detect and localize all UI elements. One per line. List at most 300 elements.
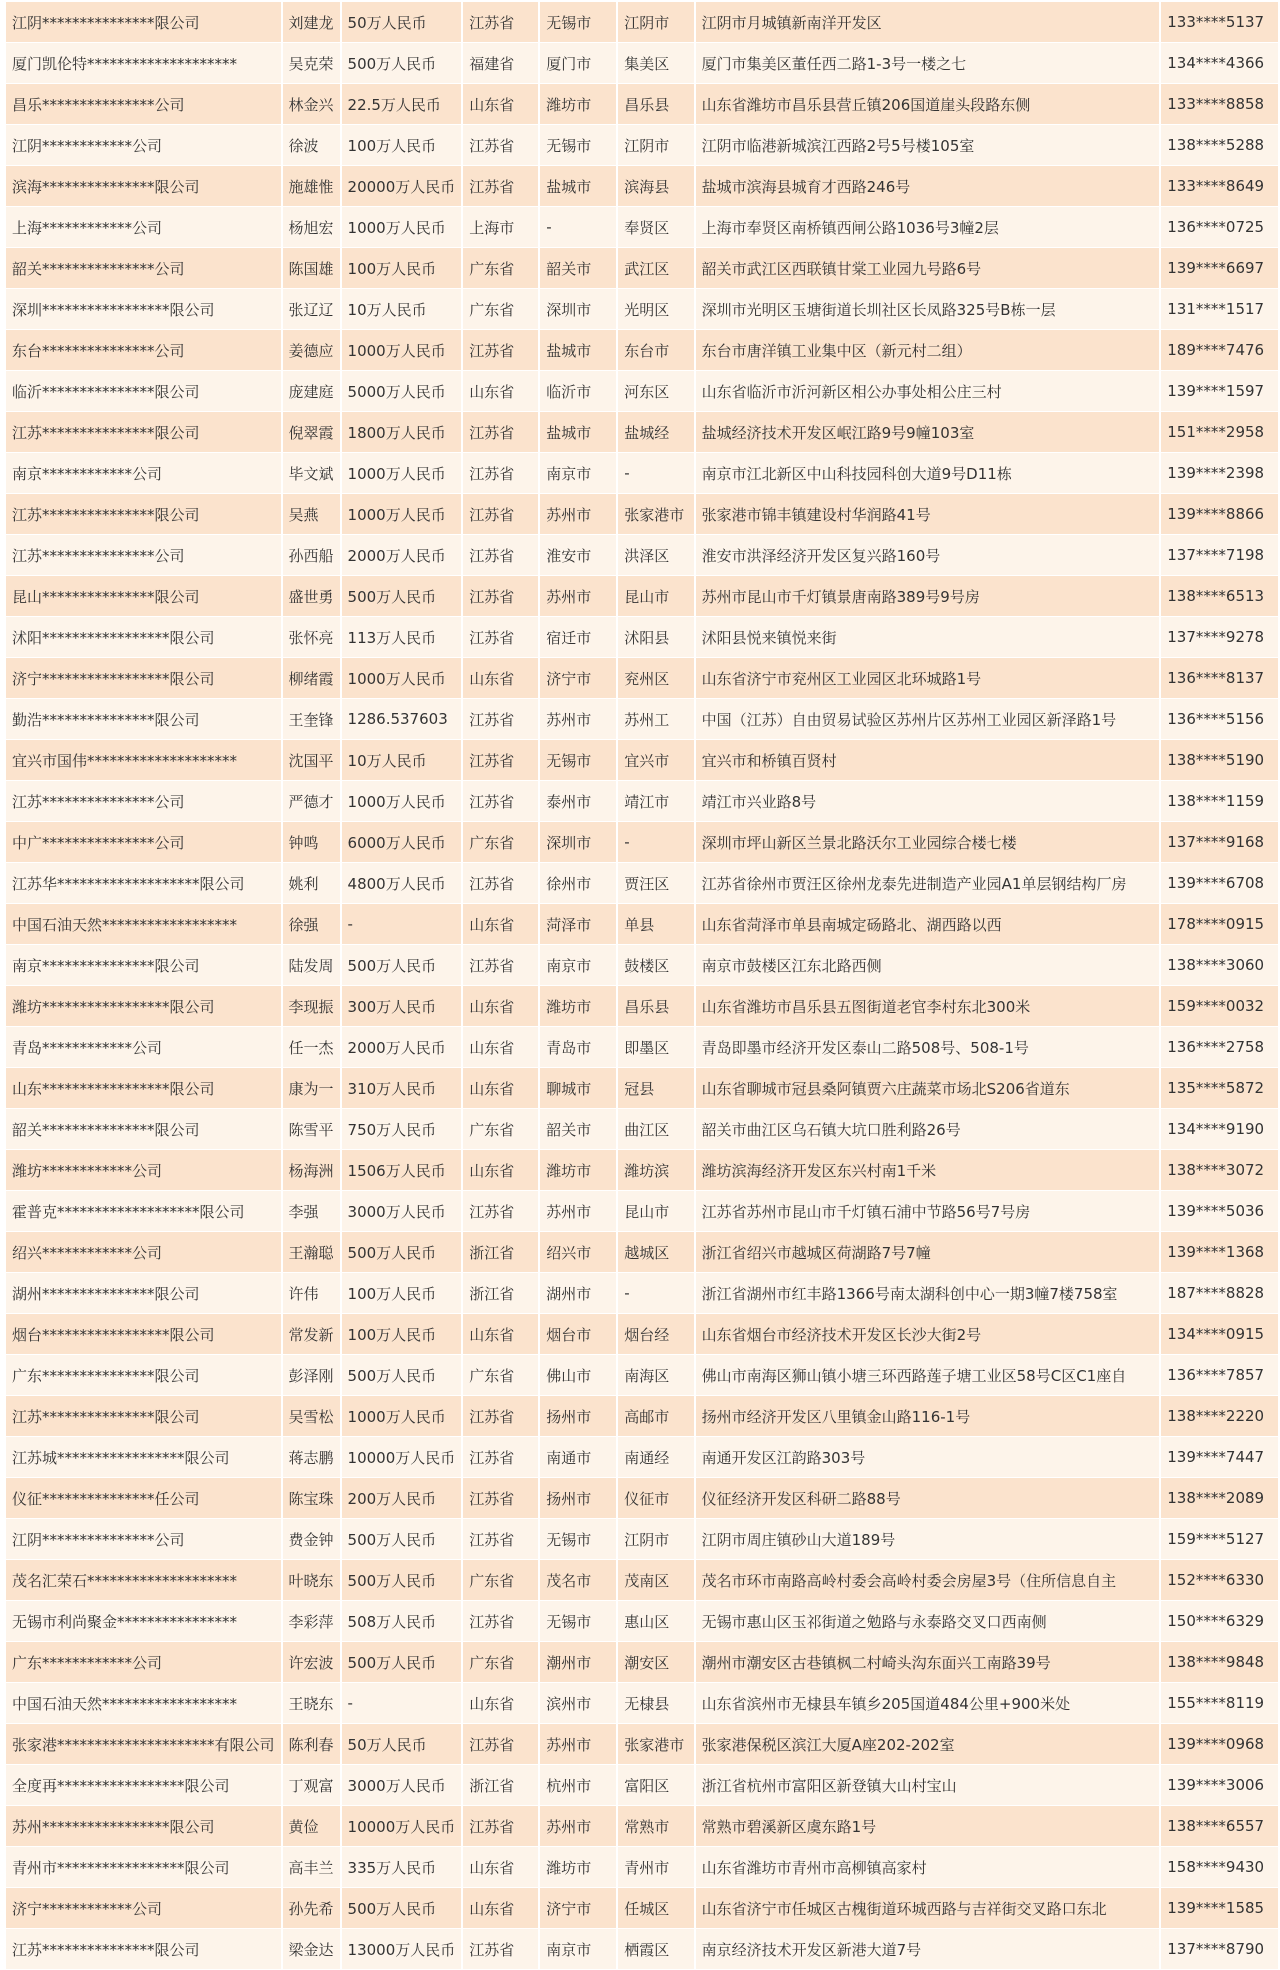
phone-cell: 136****8137 [1160,658,1279,699]
city-cell: - [539,207,617,248]
phone-cell: 134****4366 [1160,43,1279,84]
company-name-cell: 江苏***************限公司 [6,1929,282,1970]
table-row [6,1642,1279,1683]
table-row [6,494,1279,535]
legal-rep-cell: 高丰兰 [282,1847,341,1888]
address-cell: 山东省济宁市兖州区工业园区北环城路1号 [695,658,1161,699]
company-name-cell: 韶关***************公司 [6,248,282,289]
capital-cell: 1000万人民币 [341,781,463,822]
district-cell: 集美区 [617,43,694,84]
district-cell: 洪泽区 [617,535,694,576]
address-cell: 张家港市锦丰镇建设村华润路41号 [695,494,1161,535]
address-cell: 中国（江苏）自由贸易试验区苏州片区苏州工业园区新泽路1号 [695,699,1161,740]
address-cell: 山东省济宁市任城区古槐街道环城西路与吉祥街交叉路口东北 [695,1888,1161,1929]
table-row [6,986,1279,1027]
city-cell: 无锡市 [539,125,617,166]
capital-cell: 2000万人民币 [341,1027,463,1068]
address-cell: 江苏省苏州市昆山市千灯镇石浦中节路56号7号房 [695,1191,1161,1232]
capital-cell: 500万人民币 [341,1642,463,1683]
address-cell: 山东省潍坊市昌乐县营丘镇206国道崖头段路东侧 [695,84,1161,125]
legal-rep-cell: 吴燕 [282,494,341,535]
capital-cell: 1800万人民币 [341,412,463,453]
company-name-cell: 江苏城*****************限公司 [6,1437,282,1478]
province-cell: 江苏省 [462,412,539,453]
legal-rep-cell: 康为一 [282,1068,341,1109]
legal-rep-cell: 陈国雄 [282,248,341,289]
legal-rep-cell: 刘建龙 [282,2,341,43]
company-name-cell: 江阴***************限公司 [6,2,282,43]
legal-rep-cell: 常发新 [282,1314,341,1355]
legal-rep-cell: 任一杰 [282,1027,341,1068]
district-cell: 鼓楼区 [617,945,694,986]
phone-cell: 139****1597 [1160,371,1279,412]
table-row [6,1068,1279,1109]
table-row [6,1191,1279,1232]
phone-cell: 138****2089 [1160,1478,1279,1519]
capital-cell: 508万人民币 [341,1601,463,1642]
phone-cell: 138****3060 [1160,945,1279,986]
table-row [6,453,1279,494]
city-cell: 南通市 [539,1437,617,1478]
capital-cell: 1000万人民币 [341,494,463,535]
province-cell: 山东省 [462,1150,539,1191]
phone-cell: 137****7198 [1160,535,1279,576]
province-cell: 江苏省 [462,1191,539,1232]
table-row [6,1437,1279,1478]
company-name-cell: 茂名汇荣石******************** [6,1560,282,1601]
city-cell: 宿迁市 [539,617,617,658]
address-cell: 扬州市经济开发区八里镇金山路116-1号 [695,1396,1161,1437]
city-cell: 聊城市 [539,1068,617,1109]
capital-cell: 310万人民币 [341,1068,463,1109]
capital-cell: 500万人民币 [341,1355,463,1396]
district-cell: 南海区 [617,1355,694,1396]
table-row [6,289,1279,330]
phone-cell: 136****0725 [1160,207,1279,248]
capital-cell: 1000万人民币 [341,1396,463,1437]
city-cell: 南京市 [539,1929,617,1970]
district-cell: 惠山区 [617,1601,694,1642]
phone-cell: 139****0968 [1160,1724,1279,1765]
company-name-cell: 广东************公司 [6,1642,282,1683]
city-cell: 盐城市 [539,166,617,207]
province-cell: 广东省 [462,1642,539,1683]
capital-cell: 3000万人民币 [341,1765,463,1806]
address-cell: 仪征经济开发区科研二路88号 [695,1478,1161,1519]
district-cell: 江阴市 [617,1519,694,1560]
table-row [6,43,1279,84]
table-row [6,1683,1279,1724]
legal-rep-cell: 王奎锋 [282,699,341,740]
address-cell: 韶关市武江区西联镇甘棠工业园九号路6号 [695,248,1161,289]
table-row [6,1150,1279,1191]
city-cell: 临沂市 [539,371,617,412]
table-row [6,371,1279,412]
district-cell: 江阴市 [617,2,694,43]
capital-cell: 500万人民币 [341,1232,463,1273]
city-cell: 绍兴市 [539,1232,617,1273]
phone-cell: 139****7447 [1160,1437,1279,1478]
province-cell: 山东省 [462,1847,539,1888]
capital-cell: 500万人民币 [341,1888,463,1929]
table-row [6,412,1279,453]
province-cell: 山东省 [462,658,539,699]
province-cell: 江苏省 [462,781,539,822]
company-name-cell: 南京***************限公司 [6,945,282,986]
city-cell: 菏泽市 [539,904,617,945]
city-cell: 苏州市 [539,576,617,617]
address-cell: 盐城市滨海县城育才西路246号 [695,166,1161,207]
phone-cell: 150****6329 [1160,1601,1279,1642]
legal-rep-cell: 钟鸣 [282,822,341,863]
phone-cell: 159****5127 [1160,1519,1279,1560]
company-name-cell: 江苏华*******************限公司 [6,863,282,904]
district-cell: 昌乐县 [617,986,694,1027]
company-name-cell: 全度再*****************限公司 [6,1765,282,1806]
phone-cell: 134****9190 [1160,1109,1279,1150]
legal-rep-cell: 吴克荣 [282,43,341,84]
address-cell: 浙江省杭州市富阳区新登镇大山村宝山 [695,1765,1161,1806]
table-row [6,1396,1279,1437]
city-cell: 潍坊市 [539,1150,617,1191]
address-cell: 南京经济技术开发区新港大道7号 [695,1929,1161,1970]
district-cell: 冠县 [617,1068,694,1109]
legal-rep-cell: 沈国平 [282,740,341,781]
address-cell: 茂名市环市南路高岭村委会高岭村委会房屋3号（住所信息自主 [695,1560,1161,1601]
table-row [6,535,1279,576]
company-name-cell: 青岛************公司 [6,1027,282,1068]
company-name-cell: 江苏***************限公司 [6,412,282,453]
address-cell: 山东省菏泽市单县南城定砀路北、湖西路以西 [695,904,1161,945]
district-cell: - [617,1273,694,1314]
district-cell: 沭阳县 [617,617,694,658]
legal-rep-cell: 陈利春 [282,1724,341,1765]
company-name-cell: 中国石油天然****************** [6,904,282,945]
phone-cell: 136****2758 [1160,1027,1279,1068]
city-cell: 无锡市 [539,2,617,43]
table-row [6,1847,1279,1888]
phone-cell: 139****5036 [1160,1191,1279,1232]
district-cell: 越城区 [617,1232,694,1273]
city-cell: 淮安市 [539,535,617,576]
phone-cell: 137****8790 [1160,1929,1279,1970]
city-cell: 苏州市 [539,1806,617,1847]
province-cell: 江苏省 [462,166,539,207]
district-cell: 东台市 [617,330,694,371]
capital-cell: 100万人民币 [341,125,463,166]
district-cell: 苏州工 [617,699,694,740]
company-name-cell: 江阴************公司 [6,125,282,166]
legal-rep-cell: 王瀚聪 [282,1232,341,1273]
table-row [6,1355,1279,1396]
district-cell: 青州市 [617,1847,694,1888]
phone-cell: 152****6330 [1160,1560,1279,1601]
city-cell: 南京市 [539,453,617,494]
phone-cell: 139****3006 [1160,1765,1279,1806]
city-cell: 济宁市 [539,1888,617,1929]
address-cell: 沭阳县悦来镇悦来街 [695,617,1161,658]
capital-cell: 100万人民币 [341,248,463,289]
company-name-cell: 苏州*****************限公司 [6,1806,282,1847]
phone-cell: 138****3072 [1160,1150,1279,1191]
table-row [6,1314,1279,1355]
district-cell: 江阴市 [617,125,694,166]
table-row [6,1027,1279,1068]
legal-rep-cell: 孙西船 [282,535,341,576]
phone-cell: 139****6708 [1160,863,1279,904]
capital-cell: 6000万人民币 [341,822,463,863]
phone-cell: 133****8858 [1160,84,1279,125]
phone-cell: 133****8649 [1160,166,1279,207]
city-cell: 潍坊市 [539,84,617,125]
city-cell: 杭州市 [539,1765,617,1806]
phone-cell: 136****7857 [1160,1355,1279,1396]
table-row [6,1232,1279,1273]
legal-rep-cell: 倪翠霞 [282,412,341,453]
district-cell: - [617,822,694,863]
capital-cell: 1000万人民币 [341,453,463,494]
phone-cell: 134****0915 [1160,1314,1279,1355]
address-cell: 山东省临沂市沂河新区相公办事处相公庄三村 [695,371,1161,412]
address-cell: 靖江市兴业路8号 [695,781,1161,822]
address-cell: 南京市鼓楼区江东北路西侧 [695,945,1161,986]
province-cell: 广东省 [462,1109,539,1150]
legal-rep-cell: 吴雪松 [282,1396,341,1437]
city-cell: 韶关市 [539,248,617,289]
address-cell: 江阴市月城镇新南洋开发区 [695,2,1161,43]
table-row [6,248,1279,289]
district-cell: 奉贤区 [617,207,694,248]
district-cell: 兖州区 [617,658,694,699]
province-cell: 江苏省 [462,1806,539,1847]
company-name-cell: 潍坊*****************限公司 [6,986,282,1027]
district-cell: 张家港市 [617,494,694,535]
city-cell: 佛山市 [539,1355,617,1396]
capital-cell: 10000万人民币 [341,1806,463,1847]
capital-cell: 13000万人民币 [341,1929,463,1970]
capital-cell: 10万人民币 [341,740,463,781]
city-cell: 盐城市 [539,412,617,453]
province-cell: 山东省 [462,986,539,1027]
company-name-cell: 昌乐***************公司 [6,84,282,125]
district-cell: 高邮市 [617,1396,694,1437]
company-name-cell: 中广***************公司 [6,822,282,863]
address-cell: 淮安市洪泽经济开发区复兴路160号 [695,535,1161,576]
company-name-cell: 江苏***************公司 [6,535,282,576]
district-cell: 曲江区 [617,1109,694,1150]
table-row [6,1929,1279,1970]
address-cell: 深圳市光明区玉塘街道长圳社区长凤路325号B栋一层 [695,289,1161,330]
company-name-cell: 临沂***************限公司 [6,371,282,412]
phone-cell: 137****9168 [1160,822,1279,863]
address-cell: 浙江省绍兴市越城区荷湖路7号7幢 [695,1232,1161,1273]
phone-cell: 158****9430 [1160,1847,1279,1888]
province-cell: 江苏省 [462,125,539,166]
district-cell: 茂南区 [617,1560,694,1601]
address-cell: 无锡市惠山区玉祁街道之勉路与永泰路交叉口西南侧 [695,1601,1161,1642]
address-cell: 南通开发区江韵路303号 [695,1437,1161,1478]
capital-cell: 100万人民币 [341,1273,463,1314]
city-cell: 湖州市 [539,1273,617,1314]
province-cell: 江苏省 [462,1519,539,1560]
city-cell: 扬州市 [539,1478,617,1519]
capital-cell: 500万人民币 [341,945,463,986]
city-cell: 无锡市 [539,1519,617,1560]
address-cell: 佛山市南海区狮山镇小塘三环西路莲子塘工业区58号C区C1座自 [695,1355,1161,1396]
table-row [6,1478,1279,1519]
company-name-cell: 江苏***************限公司 [6,494,282,535]
phone-cell: 138****5288 [1160,125,1279,166]
phone-cell: 151****2958 [1160,412,1279,453]
capital-cell: 750万人民币 [341,1109,463,1150]
capital-cell: 50万人民币 [341,2,463,43]
province-cell: 江苏省 [462,699,539,740]
city-cell: 南京市 [539,945,617,986]
table-row [6,166,1279,207]
capital-cell: 4800万人民币 [341,863,463,904]
legal-rep-cell: 杨海洲 [282,1150,341,1191]
capital-cell: 20000万人民币 [341,166,463,207]
table-row [6,1601,1279,1642]
phone-cell: 139****1368 [1160,1232,1279,1273]
city-cell: 泰州市 [539,781,617,822]
capital-cell: 500万人民币 [341,576,463,617]
company-name-cell: 厦门凯伦特******************** [6,43,282,84]
company-name-cell: 烟台*****************限公司 [6,1314,282,1355]
city-cell: 韶关市 [539,1109,617,1150]
capital-cell: 10000万人民币 [341,1437,463,1478]
district-cell: 常熟市 [617,1806,694,1847]
city-cell: 潍坊市 [539,986,617,1027]
table-row [6,863,1279,904]
phone-cell: 138****6513 [1160,576,1279,617]
capital-cell: 1286.537603 [341,699,463,740]
company-name-cell: 江苏***************公司 [6,781,282,822]
company-name-cell: 湖州***************限公司 [6,1273,282,1314]
city-cell: 茂名市 [539,1560,617,1601]
table-row [6,945,1279,986]
address-cell: 山东省潍坊市青州市高柳镇高家村 [695,1847,1161,1888]
district-cell: 贾汪区 [617,863,694,904]
phone-cell: 187****8828 [1160,1273,1279,1314]
address-cell: 山东省烟台市经济技术开发区长沙大街2号 [695,1314,1161,1355]
table-row [6,330,1279,371]
company-name-cell: 无锡市利尚聚金**************** [6,1601,282,1642]
company-name-cell: 潍坊************公司 [6,1150,282,1191]
legal-rep-cell: 盛世勇 [282,576,341,617]
capital-cell: 335万人民币 [341,1847,463,1888]
district-cell: 宜兴市 [617,740,694,781]
company-name-cell: 张家港*********************有限公司 [6,1724,282,1765]
phone-cell: 139****6697 [1160,248,1279,289]
province-cell: 江苏省 [462,1601,539,1642]
province-cell: 广东省 [462,1355,539,1396]
address-cell: 江阴市临港新城滨江西路2号5号楼105室 [695,125,1161,166]
district-cell: 栖霞区 [617,1929,694,1970]
company-name-cell: 江苏***************限公司 [6,1396,282,1437]
province-cell: 江苏省 [462,330,539,371]
company-name-cell: 东台***************公司 [6,330,282,371]
city-cell: 无锡市 [539,740,617,781]
address-cell: 苏州市昆山市千灯镇景唐南路389号9号房 [695,576,1161,617]
capital-cell: 100万人民币 [341,1314,463,1355]
address-cell: 浙江省湖州市红丰路1366号南太湖科创中心一期3幢7楼758室 [695,1273,1161,1314]
legal-rep-cell: 彭泽刚 [282,1355,341,1396]
company-name-cell: 上海************公司 [6,207,282,248]
capital-cell: 113万人民币 [341,617,463,658]
legal-rep-cell: 黄俭 [282,1806,341,1847]
capital-cell: 5000万人民币 [341,371,463,412]
address-cell: 江阴市周庄镇砂山大道189号 [695,1519,1161,1560]
table-row [6,1519,1279,1560]
district-cell: 光明区 [617,289,694,330]
company-name-cell: 深圳*****************限公司 [6,289,282,330]
legal-rep-cell: 林金兴 [282,84,341,125]
district-cell: 靖江市 [617,781,694,822]
legal-rep-cell: 叶晓东 [282,1560,341,1601]
table-row [6,125,1279,166]
province-cell: 广东省 [462,248,539,289]
table-row [6,699,1279,740]
company-name-cell: 滨海***************限公司 [6,166,282,207]
city-cell: 盐城市 [539,330,617,371]
capital-cell: 1000万人民币 [341,658,463,699]
province-cell: 江苏省 [462,535,539,576]
province-cell: 江苏省 [462,2,539,43]
legal-rep-cell: 孙先希 [282,1888,341,1929]
company-name-cell: 韶关***************限公司 [6,1109,282,1150]
district-cell: - [617,453,694,494]
city-cell: 厦门市 [539,43,617,84]
company-name-cell: 勤浩***************限公司 [6,699,282,740]
legal-rep-cell: 李强 [282,1191,341,1232]
phone-cell: 138****1159 [1160,781,1279,822]
address-cell: 潍坊滨海经济开发区东兴村南1千米 [695,1150,1161,1191]
city-cell: 苏州市 [539,1191,617,1232]
company-name-cell: 仪征***************任公司 [6,1478,282,1519]
province-cell: 山东省 [462,84,539,125]
province-cell: 山东省 [462,371,539,412]
company-name-cell: 中国石油天然****************** [6,1683,282,1724]
capital-cell: 200万人民币 [341,1478,463,1519]
legal-rep-cell: 毕文斌 [282,453,341,494]
company-name-cell: 济宁************公司 [6,1888,282,1929]
legal-rep-cell: 费金钟 [282,1519,341,1560]
address-cell: 厦门市集美区董任西二路1-3号一楼之七 [695,43,1161,84]
province-cell: 山东省 [462,1314,539,1355]
address-cell: 宜兴市和桥镇百贤村 [695,740,1161,781]
table-row [6,1765,1279,1806]
address-cell: 深圳市坪山新区兰景北路沃尔工业园综合楼七楼 [695,822,1161,863]
legal-rep-cell: 王晓东 [282,1683,341,1724]
phone-cell: 178****0915 [1160,904,1279,945]
district-cell: 滨海县 [617,166,694,207]
province-cell: 江苏省 [462,494,539,535]
province-cell: 山东省 [462,1068,539,1109]
legal-rep-cell: 丁观富 [282,1765,341,1806]
address-cell: 山东省聊城市冠县桑阿镇贾六庄蔬菜市场北S206省道东 [695,1068,1161,1109]
district-cell: 单县 [617,904,694,945]
district-cell: 潮安区 [617,1642,694,1683]
company-name-cell: 济宁*****************限公司 [6,658,282,699]
city-cell: 无锡市 [539,1601,617,1642]
province-cell: 浙江省 [462,1765,539,1806]
legal-rep-cell: 陈雪平 [282,1109,341,1150]
city-cell: 潍坊市 [539,1847,617,1888]
province-cell: 山东省 [462,1683,539,1724]
province-cell: 江苏省 [462,1724,539,1765]
province-cell: 广东省 [462,1560,539,1601]
